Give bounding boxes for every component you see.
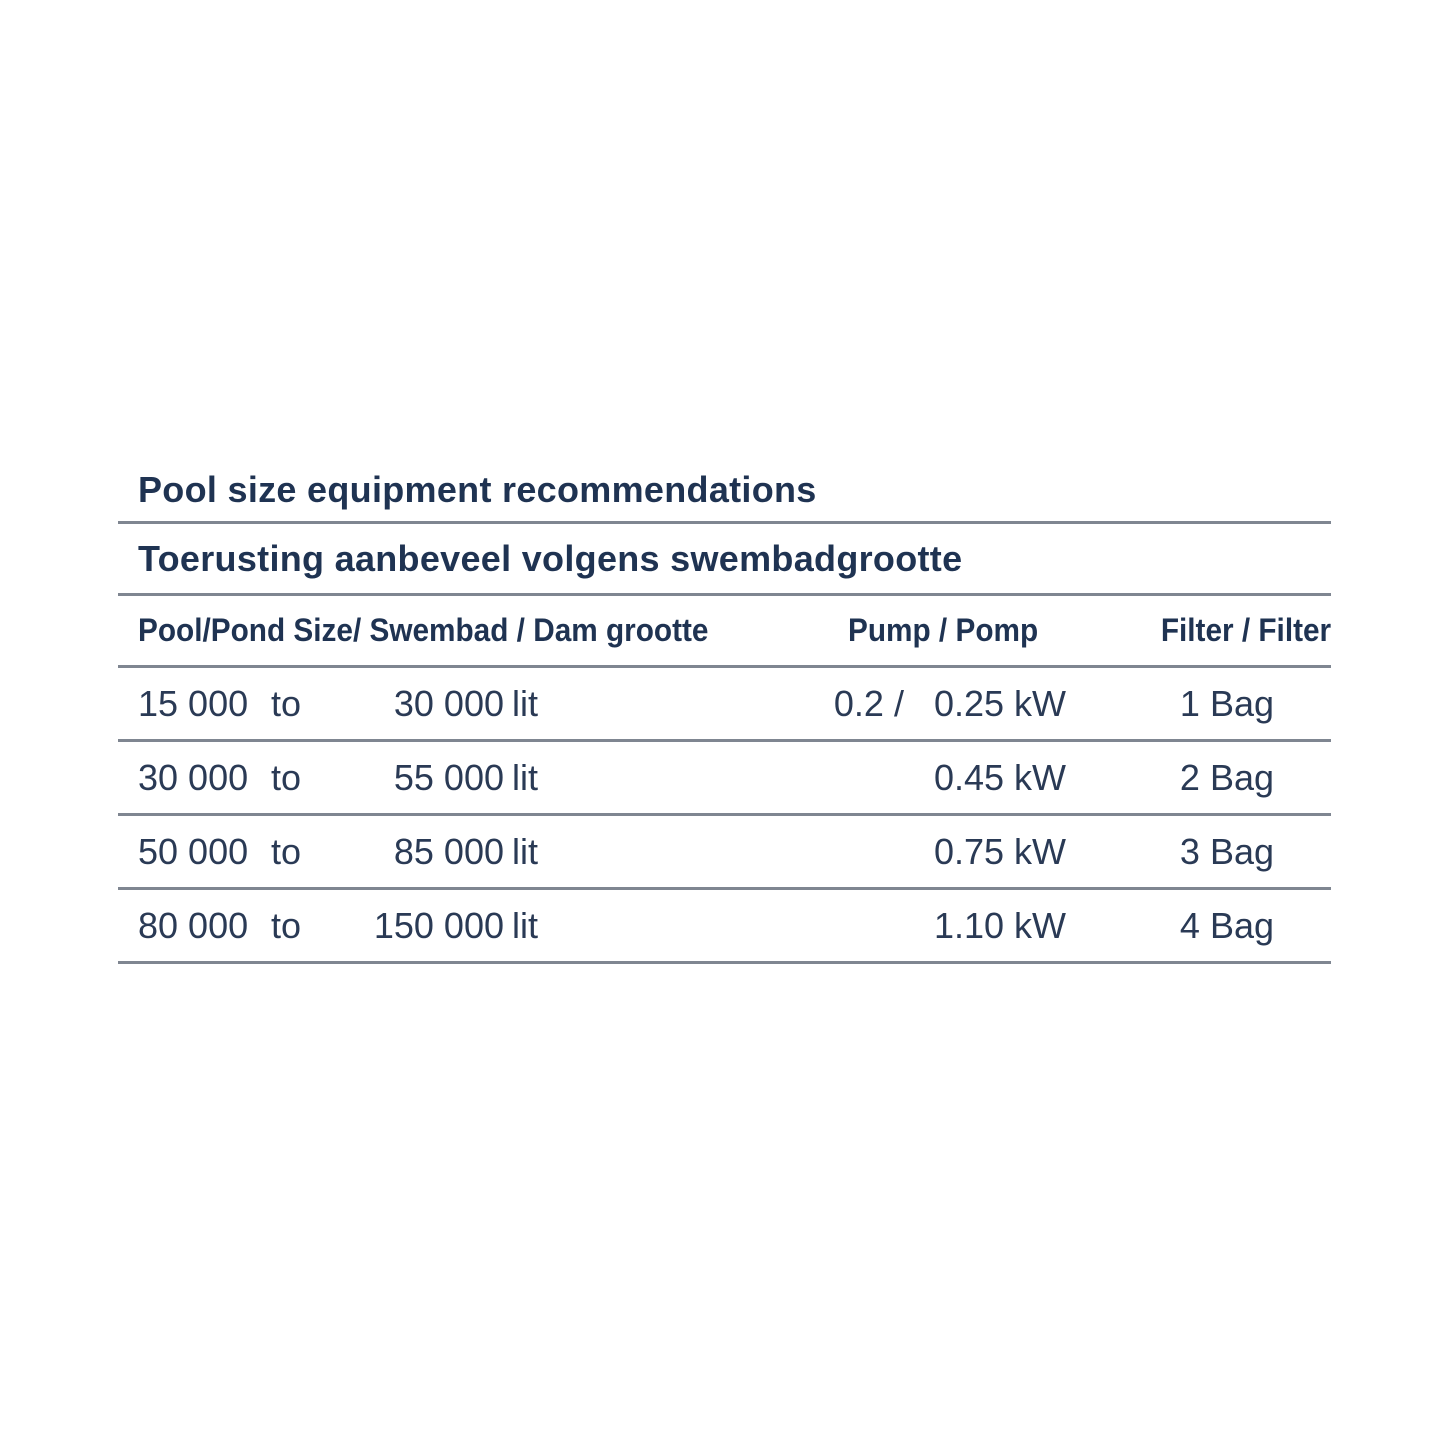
size-to-word: to <box>270 682 302 724</box>
table-row <box>118 816 1331 890</box>
size-from: 15 000 <box>138 682 249 724</box>
table-subtitle <box>118 524 1331 596</box>
size-from: 30 000 <box>138 756 249 798</box>
table-header-row <box>118 596 1331 668</box>
equipment-table <box>118 458 1331 964</box>
size-from: 80 000 <box>138 904 249 946</box>
header-pump: Pump / Pomp <box>848 612 1039 648</box>
filter-value: 3 Bag <box>1179 830 1274 872</box>
size-upto: 85 000 <box>393 830 504 872</box>
table-row <box>118 742 1331 816</box>
filter-value: 1 Bag <box>1179 682 1274 724</box>
size-unit: lit <box>512 904 538 946</box>
pump-value: 0.75 kW <box>933 830 1066 872</box>
size-to-word: to <box>270 904 302 946</box>
pump-value: 0.2 / 0.25 kW <box>833 682 1066 724</box>
size-upto: 55 000 <box>393 756 504 798</box>
size-unit: lit <box>512 830 538 872</box>
size-upto: 150 000 <box>373 904 504 946</box>
size-to-word: to <box>270 830 302 872</box>
size-unit: lit <box>512 756 538 798</box>
header-size: Pool/Pond Size/ Swembad / Dam grootte <box>138 612 709 648</box>
size-unit: lit <box>512 682 538 724</box>
table-row <box>118 668 1331 742</box>
table-subtitle-text: Toerusting aanbeveel volgens swembadgrootte <box>138 537 963 579</box>
pump-value: 0.45 kW <box>933 756 1066 798</box>
size-to-word: to <box>270 756 302 798</box>
size-from: 50 000 <box>138 830 249 872</box>
pump-value: 1.10 kW <box>933 904 1066 946</box>
header-filter: Filter / Filter <box>1160 612 1331 648</box>
filter-value: 2 Bag <box>1179 756 1274 798</box>
table-title-text: Pool size equipment recommendations <box>138 468 817 510</box>
table-row <box>118 890 1331 964</box>
filter-value: 4 Bag <box>1179 904 1274 946</box>
size-upto: 30 000 <box>393 682 504 724</box>
table-title <box>118 458 1331 524</box>
